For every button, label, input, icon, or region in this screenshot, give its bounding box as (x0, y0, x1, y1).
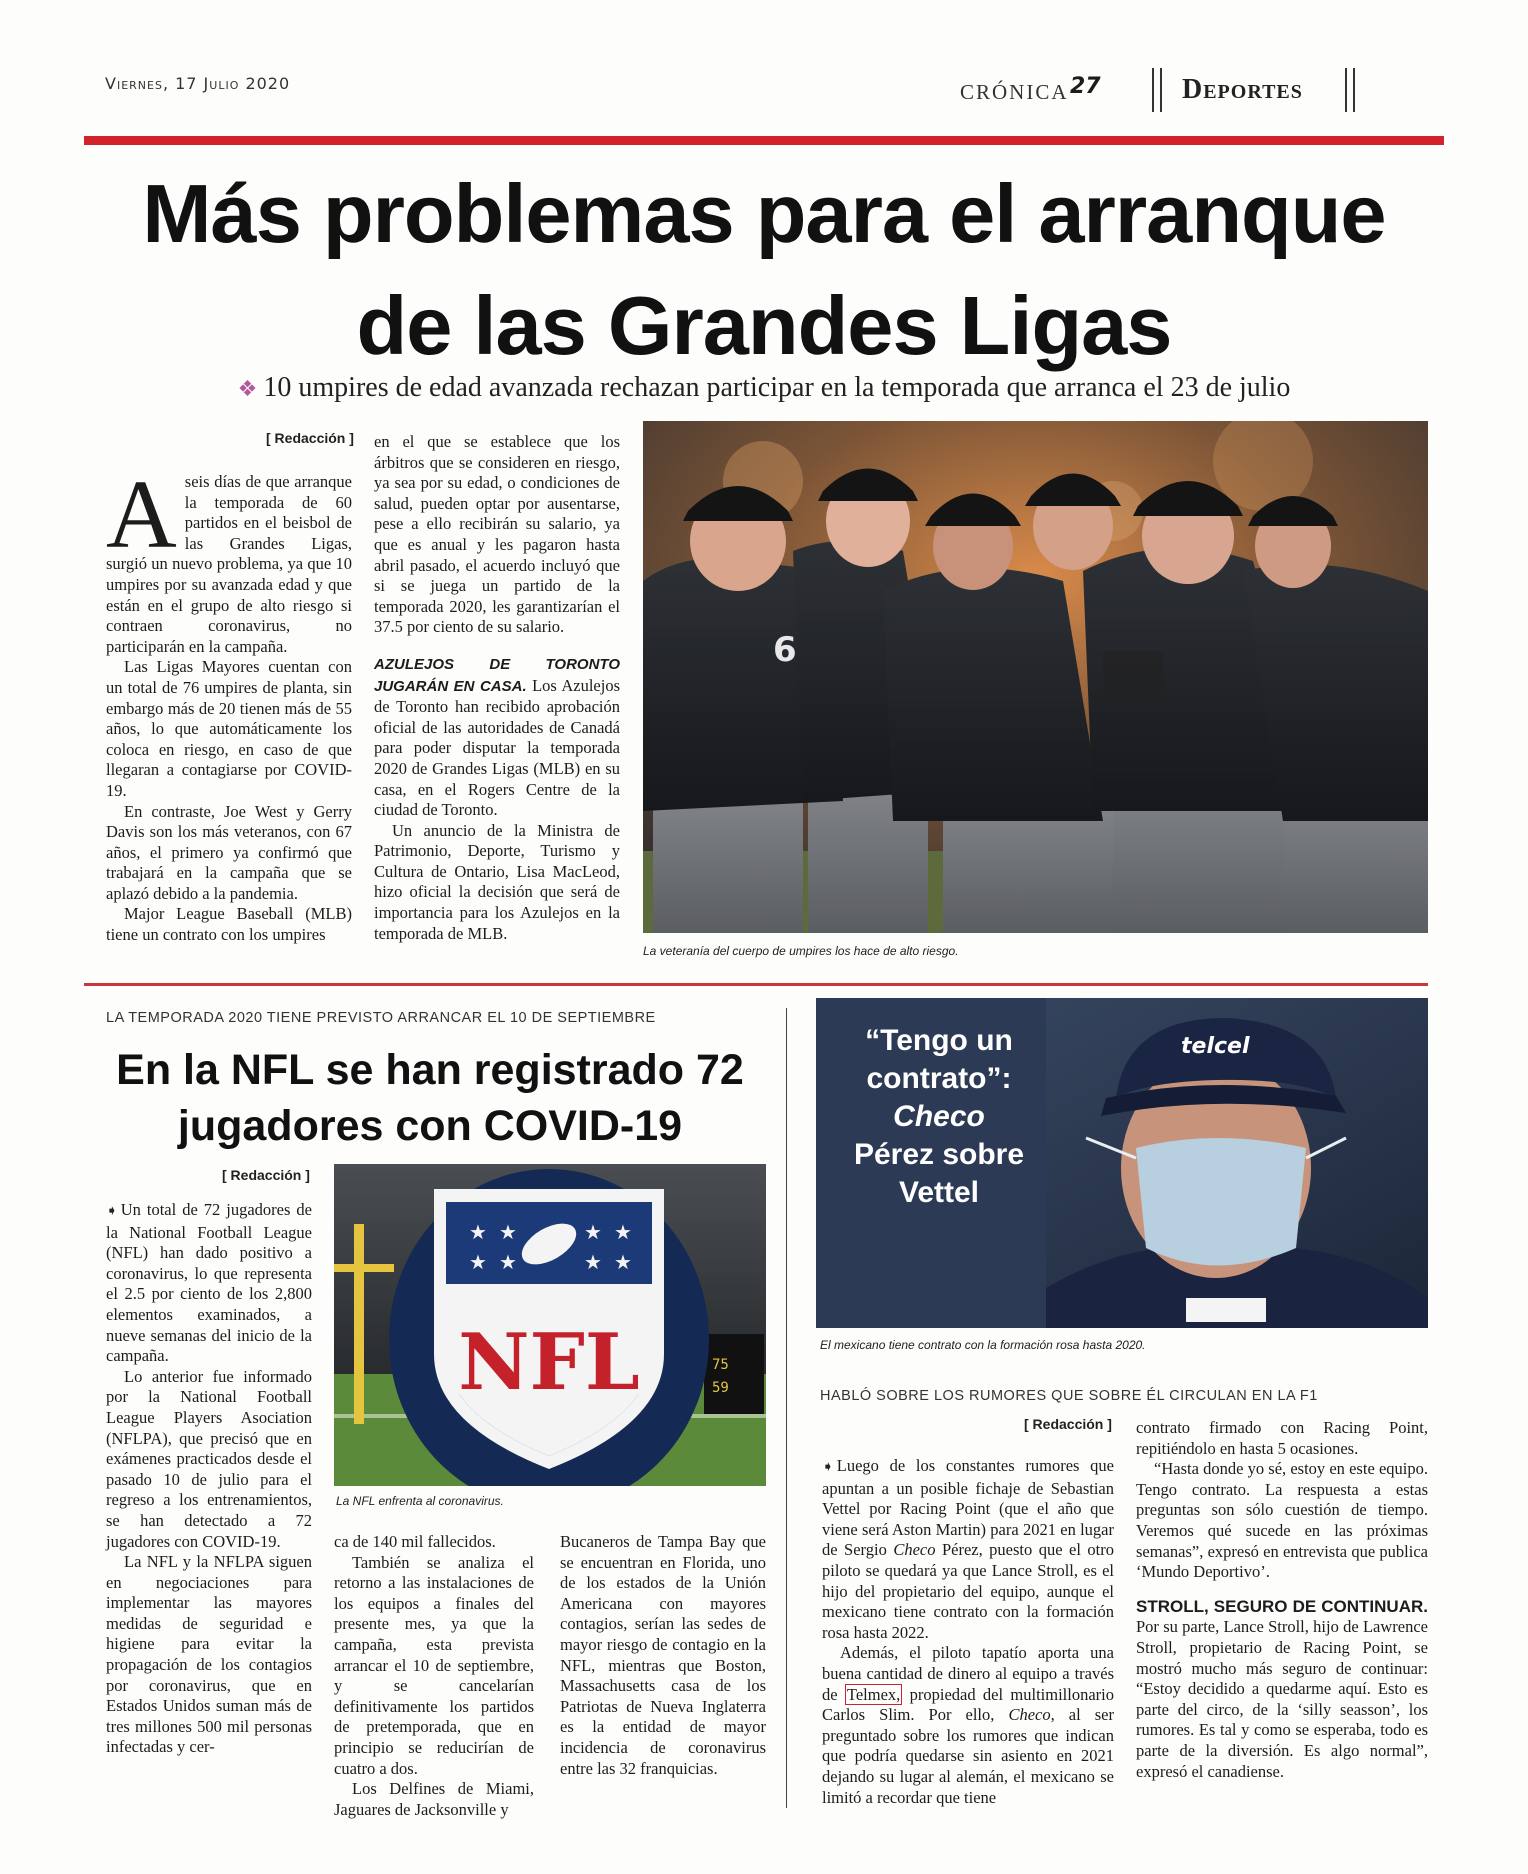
checo-photo-caption: El mexicano tiene contrato con la formación rosa hasta 2020. (820, 1338, 1146, 1352)
bullet-icon: ➧ (822, 1460, 834, 1475)
main-col2-paragraph-with-sub (374, 654, 620, 821)
page-number: 27 (1070, 74, 1101, 99)
nfl-column-1 (106, 1200, 312, 1758)
header-divider (1152, 68, 1162, 112)
nfl-col3-paragraph: Bucaneros de Tampa Bay que se encuentran en Florida, uno de los estados de la Unión Americana con mayores contagios, serían las sedes de mayor riesgo de contagio en la NFL, mientras que Boston, Massachusetts casa de los Patriotas de Nueva Inglaterra es la entidad de mayor incidencia de coronavirus entre las 32 franquicias. (560, 1532, 766, 1778)
nfl-byline: [ Redacción ] (222, 1167, 310, 1183)
nfl-col2-paragraph: Los Delfines de Miami, Jaguares de Jacksonville y (334, 1779, 534, 1819)
umpires-photo (643, 421, 1428, 933)
scoreboard-value: 75 (712, 1357, 729, 1373)
telmex-highlight: Telmex, (846, 1684, 901, 1704)
checo-kicker: HABLÓ SOBRE LOS RUMORES QUE SOBRE ÉL CIRCULAN EN LA F1 (820, 1388, 1318, 1404)
nfl-kicker: LA TEMPORADA 2020 TIENE PREVISTO ARRANCAR EL 10 DE SEPTIEMBRE (106, 1010, 656, 1026)
svg-text:★: ★ (499, 1222, 517, 1244)
checo-text: Además, el piloto tapatío aporta una buena cantidad de dinero al equipo a través de (822, 1643, 1114, 1704)
inline-subtitle: STROLL, SEGURO DE CONTINUAR. (1136, 1596, 1428, 1616)
svg-text:★: ★ (614, 1222, 632, 1244)
quote-line: Vettel (898, 1176, 980, 1209)
checo-nickname: Checo (893, 1540, 936, 1560)
issue-date: Viernes, 17 Julio 2020 (105, 74, 291, 93)
inline-subtitle: AZULEJOS DE TORONTO JUGARÁN EN CASA. (374, 655, 620, 695)
main-col1-paragraph: Las Ligas Mayores cuentan con un total de 76 umpires de planta, sin embargo más de 20 tienen más de 55 años, lo que automáticamente los coloca en riesgo, en caso de que llegaran a contagiarse por COVID-19. (106, 657, 352, 800)
main-byline: [ Redacción ] (266, 430, 354, 446)
checo-quote (844, 1022, 1034, 1212)
svg-text:★: ★ (614, 1252, 632, 1274)
checo-nickname: Checo (1008, 1705, 1051, 1725)
nfl-logo-text: NFL (458, 1317, 640, 1408)
quote-line: Checo (893, 1100, 985, 1133)
quote-line: contrato”: (866, 1062, 1012, 1095)
checo-col2-paragraph: contrato firmado con Racing Point, repitiéndolo en hasta 5 ocasiones. (1136, 1418, 1428, 1458)
drop-cap: A (106, 461, 177, 569)
nfl-col1-lead (106, 1200, 312, 1367)
nfl-col1-paragraph: La NFL y la NFLPA siguen en negociaciones para implementar las mayores medidas de seguridad e higiene para evitar la propagación de los contagios por coronavirus, que en Estados Unidos suman más de tres millones 500 mil personas infectadas y cer- (106, 1552, 312, 1757)
checo-byline: [ Redacción ] (1024, 1416, 1112, 1432)
main-headline (84, 158, 1444, 382)
nfl-logo-illustration (334, 1164, 766, 1486)
checo-text: propiedad del multimillonario Carlos Slim. Por ello, (822, 1684, 1114, 1725)
bullet-icon: ➧ (106, 1204, 118, 1219)
column-divider (786, 1008, 787, 1808)
main-col1-lead-text: seis días de que arranque la temporada de 60 partidos en el beisbol de las Grandes Ligas, surgió un nuevo problema, ya que 10 umpires por su avanzada edad y que están en el grupo de alto riesgo si contraen coronavirus, no participarán en la campaña. (106, 472, 352, 656)
main-col1-paragraph: En contraste, Joe West y Gerry Davis son los más veteranos, con 67 años, el primero ya confirmó que trabajará en la campaña que se aplazó debido a la pandemia. (106, 801, 352, 903)
main-column-2 (374, 432, 620, 944)
main-col2-paragraph: Un anuncio de la Ministra de Patrimonio, Deporte, Turismo y Cultura de Ontario, Lisa MacLeod, hizo oficial la decisión que será de importancia para los Azulejos en la temporada de MLB. (374, 820, 620, 943)
checo-text: Pérez, puesto que el otro piloto se quedará ya que Lance Stroll, es el hijo del propietario del equipo, aunque el mexicano tiene contrato con la formación rosa hasta 2022. (822, 1540, 1115, 1642)
svg-text:★: ★ (469, 1252, 487, 1274)
nfl-col1-lead-text: Un total de 72 jugadores de la National Football League (NFL) han dado positivo a coronavirus, lo que representa el 2.5 por ciento de los 2,800 elementos examinados, a nueve semanas del inicio de la campaña. (106, 1200, 312, 1366)
main-col1-lead (106, 461, 352, 657)
main-column-1 (106, 461, 352, 946)
checo-col1-paragraph (822, 1643, 1114, 1808)
main-subhead (84, 372, 1444, 404)
main-col1-paragraph: Major League Baseball (MLB) tiene un contrato con los umpires (106, 904, 352, 945)
svg-text:★: ★ (499, 1252, 517, 1274)
quote-line: “Tengo un (865, 1024, 1013, 1057)
svg-text:★: ★ (469, 1222, 487, 1244)
nfl-headline-line1: En la NFL se han registrado 72 (116, 1046, 744, 1094)
nfl-col2-paragraph: ca de 140 mil fallecidos. (334, 1532, 496, 1551)
nfl-photo (334, 1164, 766, 1486)
main-headline-line1: Más problemas para el arranque (142, 167, 1386, 260)
publication-name: CRÓNICA (960, 80, 1069, 104)
umpires-illustration (643, 421, 1428, 933)
checo-col2-paragraph: “Hasta donde yo sé, estoy en este equipo. Tengo contrato. La respuesta a estas preguntas son sólo cuestión de tiempo. Veremos qué sucede en las próximas semanas”, expresó en entrevista que publica ‘Mundo Deportivo’. (1136, 1459, 1428, 1582)
main-col2-paragraph: en el que se establece que los árbitros que se consideren en riesgo, ya sea por su edad, o condiciones de salud, pueden optar por ausentarse, pese a ello recibirán su salario, ya que es anual y les pagaron hasta abril pasado, el acuerdo incluyó que si se juega un partido de la temporada 2020, les garantizarían el 37.5 por ciento de su salario. (374, 432, 620, 637)
nfl-col1-paragraph: Lo anterior fue informado por la National Football League Players Asociation (NFLPA), que precisó que en exámenes practicados desde el pasado 10 de julio para el regreso a los entrenamientos, se han detectado a 72 jugadores con COVID-19. (106, 1366, 312, 1551)
checo-column-2 (1136, 1418, 1428, 1782)
nfl-col2-paragraph: También se analiza el retorno a las instalaciones de los equipos a finales del presente mes, ya que la campaña, esta prevista arrancar el 10 de septiembre, y se cancelarían definitivamente los partidos de pretemporada, que en principio se reducirían de cuatro a dos. (334, 1552, 534, 1778)
checo-column-1 (822, 1456, 1114, 1808)
sleeve-number: 6 (773, 630, 797, 670)
nfl-photo-caption: La NFL enfrenta al coronavirus. (336, 1494, 504, 1508)
main-subhead-text: 10 umpires de edad avanzada rechazan participar en la temporada que arranca el 23 de julio (263, 372, 1291, 403)
section-name: Deportes (1182, 74, 1303, 105)
checo-col2-paragraph-with-sub (1136, 1597, 1428, 1782)
nfl-headline (100, 1042, 760, 1154)
header-divider (1345, 68, 1355, 112)
checo-text: , al ser preguntado sobre los rumores que indican que podría quedarse sin asiento en 2021 dejando su lugar al alemán, el mexicano se limitó a recordar que tiene (822, 1705, 1114, 1807)
section-divider (84, 983, 1428, 986)
umpires-photo-caption: La veteranía del cuerpo de umpires los hace de alto riesgo. (643, 944, 959, 958)
nfl-column-2 (334, 1532, 534, 1820)
main-col2-text: Los Azulejos de Toronto han recibido aprobación oficial de las autoridades de Canadá para poder disputar la temporada 2020 de Grandes Ligas (MLB) en su casa, en el Rogers Centre de la ciudad de Toronto. (374, 675, 621, 820)
checo-text: Luego de los constantes rumores que apuntan a un posible fichaje de Sebastian Vettel por Racing Point (que el año que viene será Aston Martin) para 2021 en lugar de Sergio (822, 1456, 1114, 1560)
cap-brand-text: telcel (1181, 1034, 1250, 1059)
scoreboard-value: 59 (712, 1380, 729, 1396)
nfl-column-3 (560, 1532, 766, 1779)
checo-text: Por su parte, Lance Stroll, hijo de Lawrence Stroll, propietario de Racing Point, se mostró mucho más seguro de continuar: “Estoy decidido a quedarme aquí. Esto es parte del circo, de la ‘silly seasson’, los rumores. Es tal y como se esperaba, todo es parte de la diversión. Es algo normal”, expresó el canadiense. (1136, 1617, 1428, 1781)
checo-col1-lead (822, 1456, 1114, 1643)
top-rule (84, 136, 1444, 145)
quote-line: Pérez sobre (853, 1138, 1025, 1171)
svg-text:★: ★ (584, 1252, 602, 1274)
diamond-icon: ❖ (237, 376, 258, 401)
nfl-headline-line2: jugadores con COVID-19 (177, 1102, 683, 1150)
svg-text:★: ★ (584, 1222, 602, 1244)
main-headline-line2: de las Grandes Ligas (356, 279, 1172, 372)
